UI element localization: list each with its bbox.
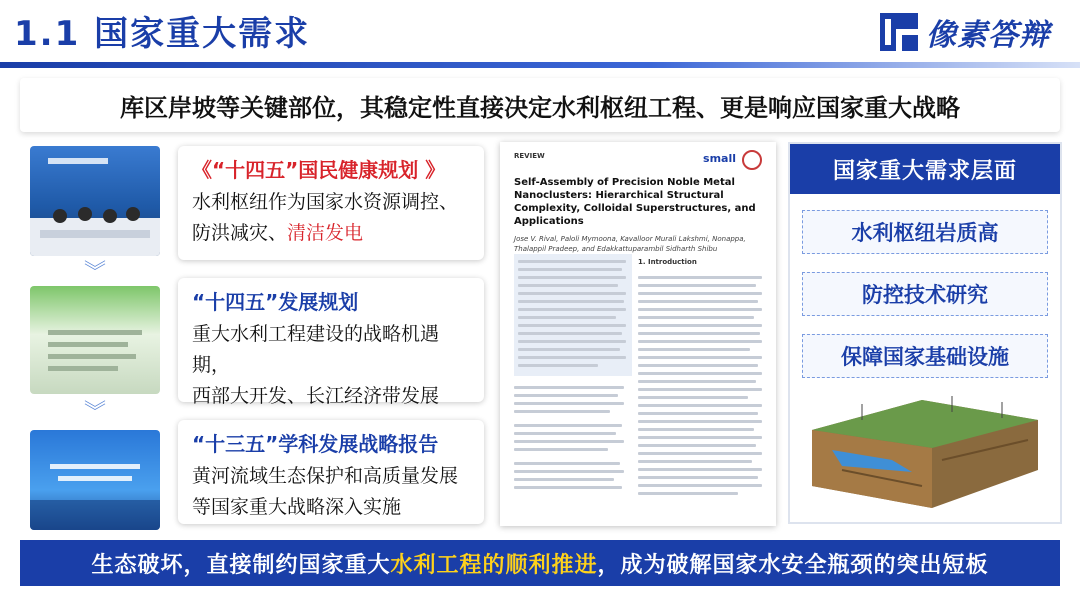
card-line: 西部大开发、长江经济带发展	[192, 385, 440, 407]
document-photo	[30, 286, 160, 394]
photo-strip	[30, 146, 160, 526]
paper-tag: REVIEW	[514, 152, 545, 160]
card-body	[192, 461, 470, 523]
card-title: 《“十四五”国民健康规划 》	[192, 158, 446, 182]
banner-highlight: 水利工程的顺利推进	[390, 552, 598, 578]
card-body	[192, 319, 470, 412]
brand-logo	[880, 10, 1050, 54]
page-title: 1.1 国家重大需求	[14, 14, 311, 54]
card-line	[192, 218, 470, 249]
header-divider	[0, 62, 1080, 68]
policy-card-health-plan	[178, 146, 484, 260]
card-title: “十三五”学科发展战略报告	[192, 432, 439, 456]
card-body	[192, 187, 470, 249]
card-line: 重大水利工程建设的战略机遇期，	[192, 323, 440, 376]
card-line: 黄河流域生态保护和高质量发展	[192, 465, 459, 487]
card-line: 水利枢纽作为国家水资源调控、	[192, 191, 459, 213]
logo-text: 像素答辩	[926, 18, 1050, 53]
subtitle-banner: 库区岸坡等关键部位，其稳定性直接决定水利枢纽工程、更是响应国家重大战略	[20, 78, 1060, 132]
demand-panel	[788, 142, 1062, 524]
policy-card-discipline-report	[178, 420, 484, 524]
panel-item: 防控技术研究	[802, 272, 1048, 316]
panel-heading: 国家重大需求层面	[790, 144, 1060, 194]
banner-text: 生态破坏，直接制约国家重大	[91, 552, 391, 578]
paper-abstract-block	[514, 254, 632, 376]
paper-authors: Jose V. Rival, Paloli Mymoona, Kavalloor Murali Lakshmi, Nonappa, Thalappil Pradeep, and Edakkattuparambil Sidharth Shibu	[514, 235, 746, 253]
slope-model-illustration	[802, 390, 1048, 514]
journal-seal-icon	[742, 150, 762, 170]
paper-thumbnail	[500, 142, 776, 526]
journal-logo: small	[703, 152, 736, 165]
card-highlight: 清洁发电	[287, 222, 364, 244]
banner-text: ，成为破解国家水安全瓶颈的突出短板	[597, 552, 989, 578]
panel-item: 保障国家基础设施	[802, 334, 1048, 378]
paper-section-heading: 1. Introduction	[638, 258, 697, 266]
chevron-down-icon: ︾	[83, 400, 106, 425]
panel-item: 水利枢纽岩质高	[802, 210, 1048, 254]
conclusion-banner	[20, 540, 1060, 586]
chevron-down-icon: ︾	[83, 260, 106, 285]
card-text: 防洪减灾、	[192, 222, 288, 244]
paper-title: Self-Assembly of Precision Noble Metal Nanoclusters: Hierarchical Structural Complexity, Colloidal Superstructures, and Applications	[514, 177, 756, 227]
card-title: “十四五”发展规划	[192, 290, 359, 314]
logo-mark-icon	[880, 13, 918, 51]
event-photo	[30, 430, 160, 530]
card-line: 等国家重大战略深入实施	[192, 496, 402, 518]
conference-photo	[30, 146, 160, 256]
policy-card-development-plan	[178, 278, 484, 407]
